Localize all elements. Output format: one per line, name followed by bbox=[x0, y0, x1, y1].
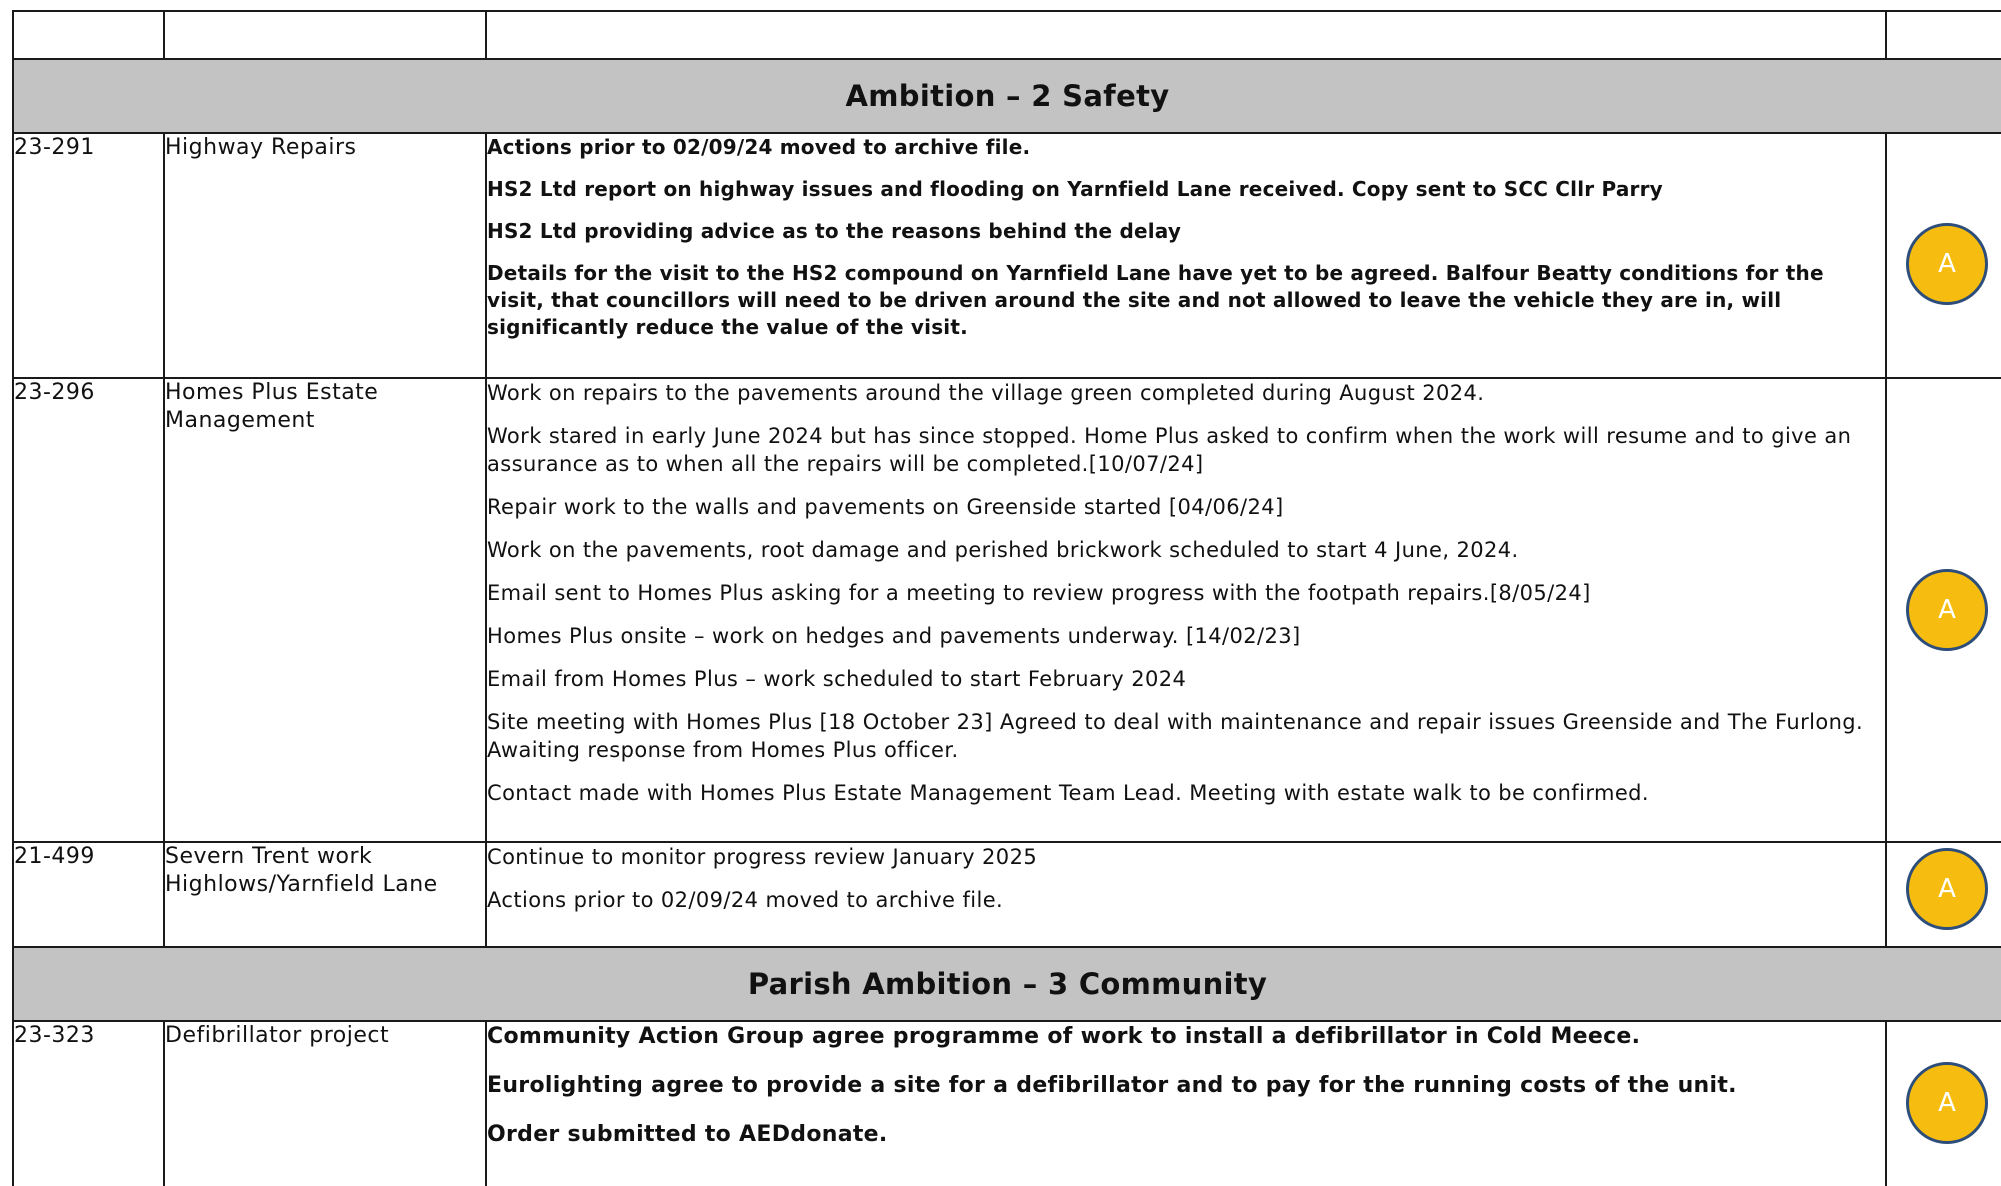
section-heading-row bbox=[13, 59, 2001, 133]
note-line: Email from Homes Plus – work scheduled to start February 2024 bbox=[487, 667, 1187, 691]
section-heading-row bbox=[13, 947, 2001, 1021]
reference-number: 23-296 bbox=[13, 378, 164, 842]
status-cell bbox=[1886, 1021, 2001, 1186]
note-line: Email sent to Homes Plus asking for a meeting to review progress with the footpath repairs.[8/05/24] bbox=[487, 581, 1591, 605]
action-notes bbox=[486, 133, 1886, 378]
amber-status-indicator: A bbox=[1906, 1062, 1988, 1144]
note-line: Details for the visit to the HS2 compound on Yarnfield Lane have yet to be agreed. Balfour Beatty conditions for the visit, that councillors will need to be driven around the site and not allowed to leave the vehicle they are in, will significantly reduce the value of the visit. bbox=[487, 261, 1824, 339]
amber-status-indicator: A bbox=[1906, 848, 1988, 930]
note-line: Community Action Group agree programme of work to install a defibrillator in Cold Meece. bbox=[487, 1024, 1641, 1049]
amber-status-indicator: A bbox=[1906, 223, 1988, 305]
empty-cell bbox=[13, 11, 164, 59]
note-line: Site meeting with Homes Plus [18 October 23] Agreed to deal with maintenance and repair issues Greenside and The Furlong. Awaiting response from Homes Plus officer. bbox=[487, 710, 1864, 762]
note-line: Repair work to the walls and pavements on Greenside started [04/06/24] bbox=[487, 495, 1284, 519]
empty-cell bbox=[486, 11, 1886, 59]
empty-cell bbox=[164, 11, 486, 59]
reference-number: 23-291 bbox=[13, 133, 164, 378]
note-line: Work on the pavements, root damage and perished brickwork scheduled to start 4 June, 2024. bbox=[487, 538, 1519, 562]
topic-label: Defibrillator project bbox=[164, 1021, 486, 1186]
note-line: Work on repairs to the pavements around the village green completed during August 2024. bbox=[487, 381, 1485, 405]
note-line: Work stared in early June 2024 but has since stopped. Home Plus asked to confirm when the work will resume and to give an assurance as to when all the repairs will be completed.[10/07/24] bbox=[487, 424, 1852, 476]
note-line: HS2 Ltd providing advice as to the reasons behind the delay bbox=[487, 219, 1182, 243]
status-cell bbox=[1886, 378, 2001, 842]
table-row bbox=[13, 842, 2001, 947]
topic-label: Homes Plus Estate Management bbox=[164, 378, 486, 842]
status-cell bbox=[1886, 133, 2001, 378]
header-row-empty bbox=[13, 11, 2001, 59]
table-row bbox=[13, 1021, 2001, 1186]
status-cell bbox=[1886, 842, 2001, 947]
note-line: Contact made with Homes Plus Estate Management Team Lead. Meeting with estate walk to be confirmed. bbox=[487, 781, 1649, 805]
table-row bbox=[13, 133, 2001, 378]
section-heading-community: Parish Ambition – 3 Community bbox=[13, 947, 2001, 1021]
note-line: Eurolighting agree to provide a site for a defibrillator and to pay for the running costs of the unit. bbox=[487, 1073, 1737, 1098]
note-line: HS2 Ltd report on highway issues and flooding on Yarnfield Lane received. Copy sent to SCC Cllr Parry bbox=[487, 177, 1663, 201]
reference-number: 23-323 bbox=[13, 1021, 164, 1186]
action-notes bbox=[486, 842, 1886, 947]
reference-number: 21-499 bbox=[13, 842, 164, 947]
topic-label: Highway Repairs bbox=[164, 133, 486, 378]
topic-label: Severn Trent work Highlows/Yarnfield Lane bbox=[164, 842, 486, 947]
note-line: Homes Plus onsite – work on hedges and pavements underway. [14/02/23] bbox=[487, 624, 1301, 648]
action-notes bbox=[486, 1021, 1886, 1186]
amber-status-indicator: A bbox=[1906, 569, 1988, 651]
action-log-table bbox=[12, 10, 2001, 1186]
note-line: Order submitted to AEDdonate. bbox=[487, 1122, 888, 1147]
empty-cell bbox=[1886, 11, 2001, 59]
note-line: Actions prior to 02/09/24 moved to archive file. bbox=[487, 135, 1031, 159]
table-row bbox=[13, 378, 2001, 842]
action-log-document bbox=[12, 10, 2001, 1186]
action-notes bbox=[486, 378, 1886, 842]
note-line: Continue to monitor progress review January 2025 bbox=[487, 845, 1038, 869]
note-line: Actions prior to 02/09/24 moved to archive file. bbox=[487, 888, 1004, 912]
section-heading-safety: Ambition – 2 Safety bbox=[13, 59, 2001, 133]
